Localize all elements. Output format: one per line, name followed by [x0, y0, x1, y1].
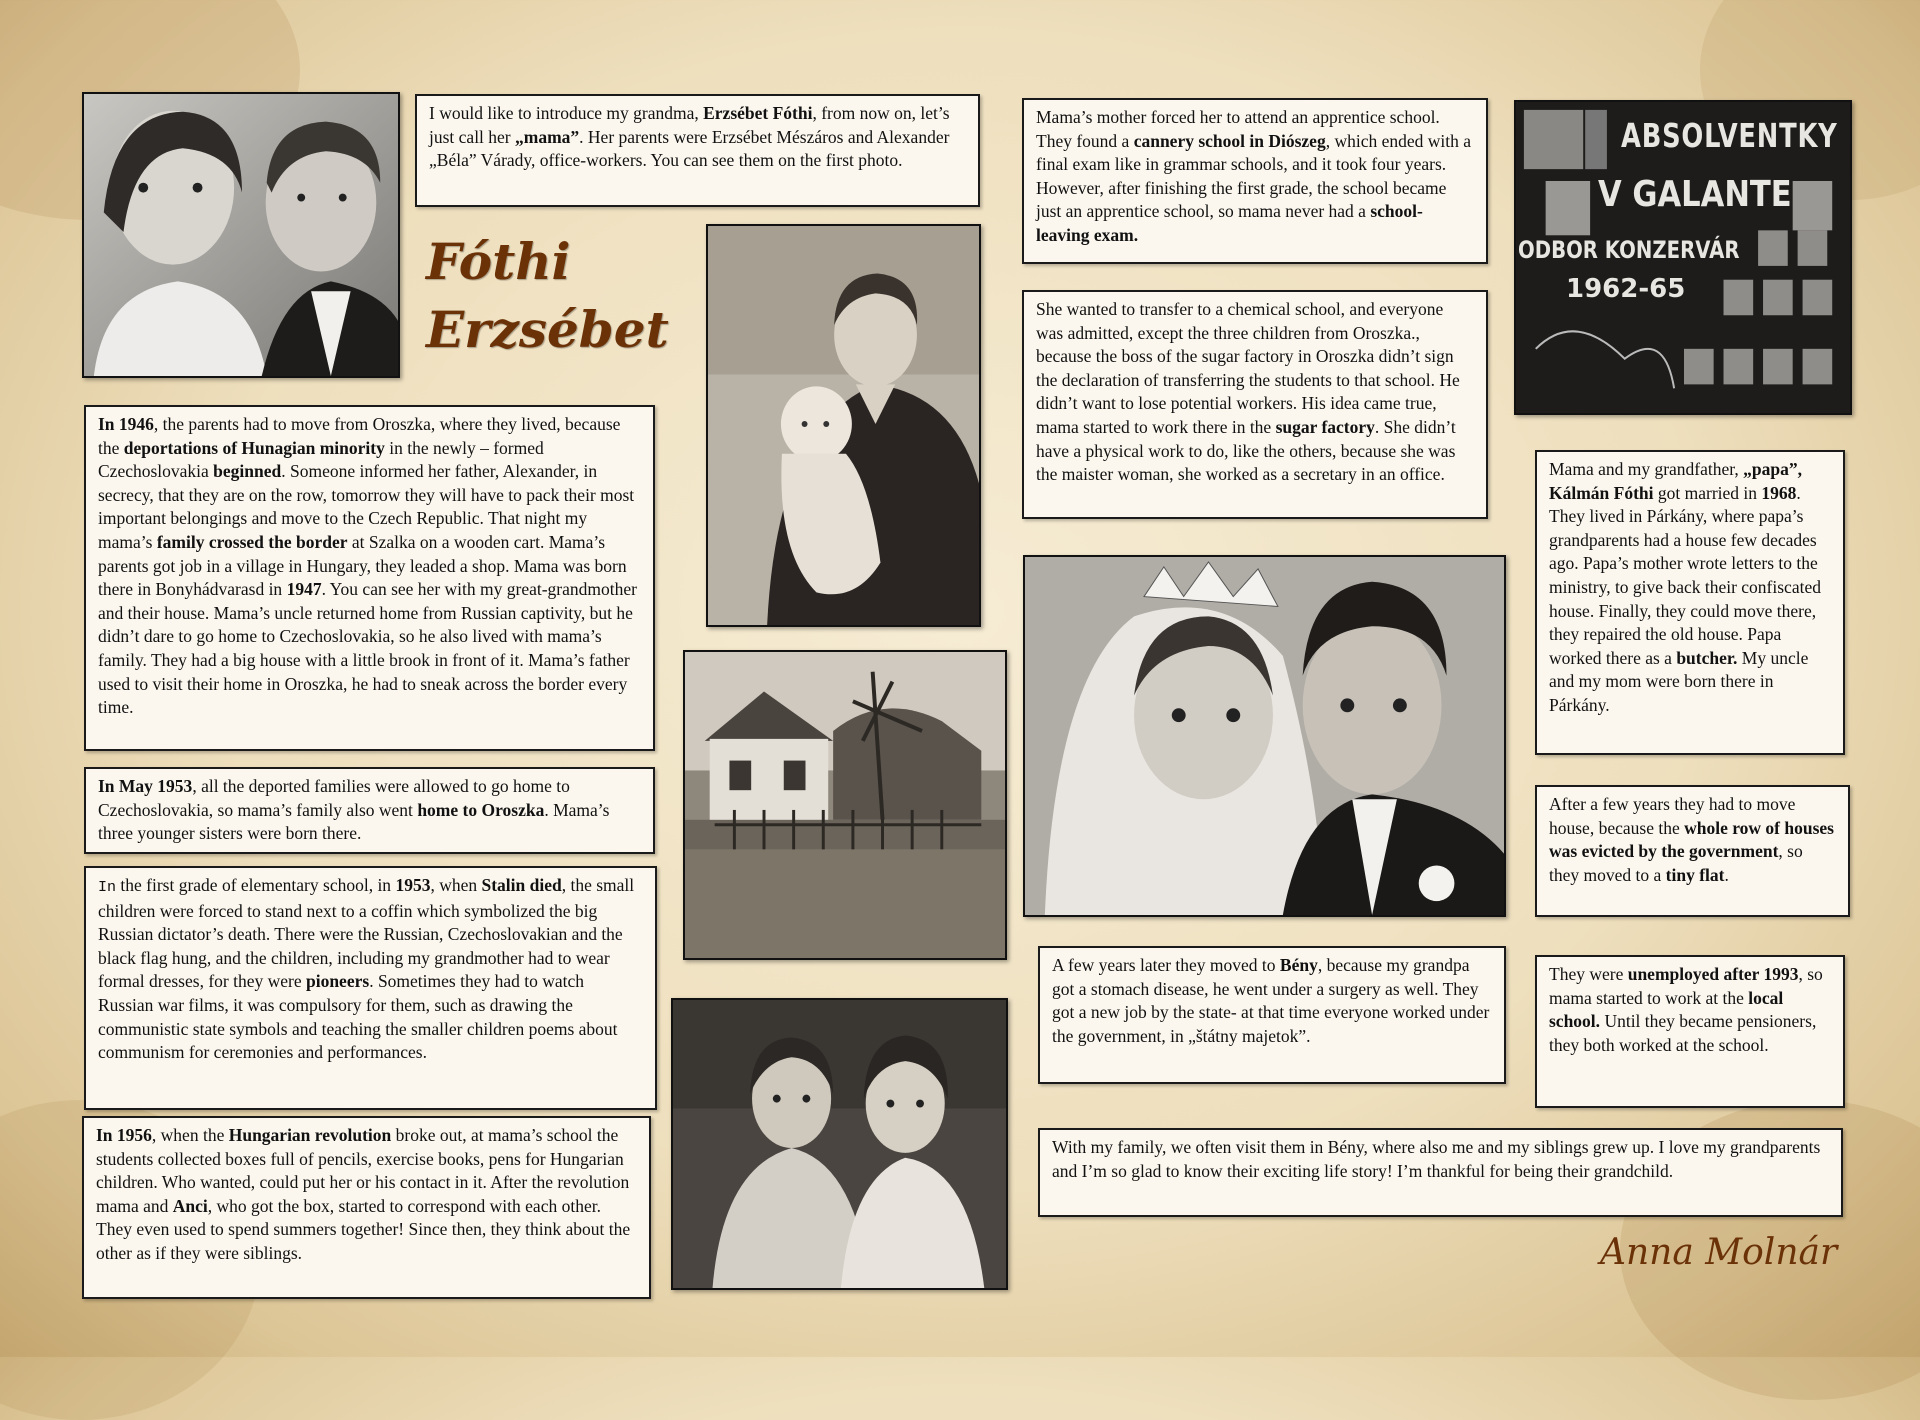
photo-two-women [671, 998, 1008, 1290]
1956-text-box: In 1956, when the Hungarian revolution broke out, at mama’s school the students collected boxes full of pencils, exercise books, pens for Hungarian children. Who wanted, could put her or his contact in it. After the revolution mama and Anci, who got the box, started to correspond with each other. They even used to spend summers together! Since then, they think about the other as if they were siblings. [82, 1116, 651, 1299]
family-text-box: With my family, we often visit them in Bény, where also me and my siblings grew up. I love my grandparents and I’m so glad to know their exciting life story! I’m thankful for being their grandchild. [1038, 1128, 1843, 1217]
title-line-1: Fóthi [426, 232, 571, 291]
intro-text-box: I would like to introduce my grandma, Erzsébet Fóthi, from now on, let’s just call her „mama”. Her parents were Erzsébet Mészáros and Alexander „Béla” Várady, office-workers. You can see them on the first photo. [415, 94, 980, 207]
graduation-line-1: ABSOLVENTKY [1621, 116, 1838, 155]
1946-text-box: In 1946, the parents had to move from Oroszka, where they lived, because the deportations of Hunagian minority in the newly – formed Czechoslovakia beginned. Someone informed her father, Alexander, in secrecy, that they are on the row, tomorrow they will have to pack their most important belongings and move to the Czech Republic. That night my mama’s family crossed the border at Szalka on a wooden cart. Mama’s parents got job in a village in Hungary, they leaded a shop. Mama was born there in Bonyhádvarasd in 1947. You can see her with my great-grandmother and their house. Mama’s uncle returned home from Russian captivity, but he didn’t dare to go home to Czechoslovakia, so he also lived with mama’s family. They had a big house with a little brook in front of it. Mama’s father used to visit their home in Oroszka, he had to sneak across the border every time. [84, 405, 655, 751]
apprentice-text-box: Mama’s mother forced her to attend an apprentice school. They found a cannery school in Diószeg, which ended with a final exam like in grammar schools, and it took four years. However, after finishing the first grade, the school became just an apprentice school, so mama never had a school-leaving exam. [1022, 98, 1488, 264]
author-signature: Anna Molnár [1600, 1232, 1838, 1273]
photo-wedding [1023, 555, 1506, 917]
graduation-line-3: ODBOR KONZERVÁR [1518, 236, 1740, 264]
evicted-text-box: After a few years they had to move house, because the whole row of houses was evicted by the government, so they moved to a tiny flat. [1535, 785, 1850, 917]
photo-family-house [683, 650, 1007, 960]
1953-school-text-box: In the first grade of elementary school, in 1953, when Stalin died, the small children were forced to stand next to a coffin which symbolized the big Russian dictator’s death. There were the Russian, Czechoslovakian and the black flag hung, and the children, including my grandmother had to wear formal dresses, for they were pioneers. Sometimes they had to watch Russian war films, it was compulsory for them, such as drawing the communistic state symbols and teaching the smaller children poems about communism for ceremonies and performances. [84, 866, 657, 1110]
unemployed-text-box: They were unemployed after 1993, so mama started to work at the local school. Until they became pensioners, they both worked at the school. [1535, 955, 1845, 1108]
photo-parents-portrait [82, 92, 400, 378]
chemical-school-text-box: She wanted to transfer to a chemical school, and everyone was admitted, except the three children from Oroszka., because the boss of the sugar factory in Oroszka didn’t sign the declaration of transferring the students to that school. He didn’t want to lose potential workers. His idea came true, mama started to work there in the sugar factory. She didn’t have a physical work to do, like the others, because she was the maister woman, she worked as a secretary in an office. [1022, 290, 1488, 519]
may-1953-text-box: In May 1953, all the deported families were allowed to go home to Czechoslovakia, so mama’s family also went home to Oroszka. Mama’s three younger sisters were born there. [84, 767, 655, 854]
graduation-line-2: V GALANTE [1598, 174, 1792, 215]
married-text-box: Mama and my grandfather, „papa”, Kálmán Fóthi got married in 1968. They lived in Párkány, where papa’s grandparents had a house few decades ago. Papa’s mother wrote letters to the ministry, to give back their confiscated house. Finally, they could move there, they repaired the old house. Papa worked there as a butcher. My uncle and my mom were born there in Párkány. [1535, 450, 1845, 755]
title-line-2: Erzsébet [426, 300, 669, 359]
graduation-line-4: 1962-65 [1566, 274, 1686, 304]
photo-mother-with-baby [706, 224, 981, 627]
photo-graduation-board [1514, 100, 1852, 415]
page-title [426, 228, 669, 364]
beny-text-box: A few years later they moved to Bény, because my grandpa got a stomach disease, he went under a surgery as well. They got a new job by the state- at that time everyone worked under the government, in „štátny majetok”. [1038, 946, 1506, 1084]
